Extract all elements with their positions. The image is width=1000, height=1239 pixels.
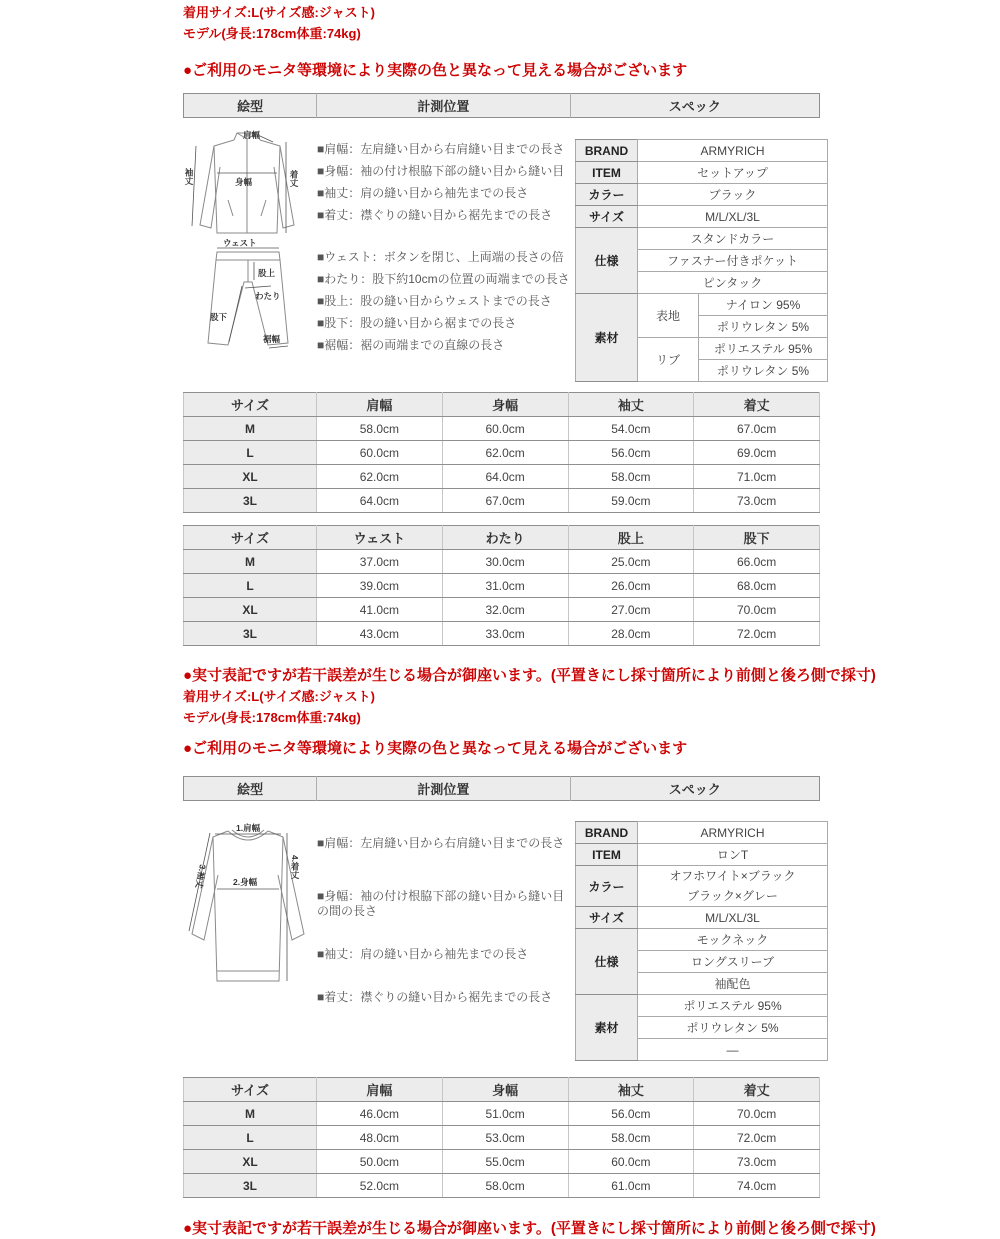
model-note-1: モデル(身長:178cm体重:74kg) xyxy=(183,26,361,41)
spec-value-brand: ARMYRICH xyxy=(638,822,828,844)
tee-sleeve-label: 3.袖丈 xyxy=(193,863,208,890)
wear-size-note-2: 着用サイズ:L(サイズ感:ジャスト) xyxy=(183,689,375,704)
section1-header-table xyxy=(183,93,820,118)
section2-measurement-list xyxy=(317,814,575,1064)
size-row-m: M 37.0cm 30.0cm 25.0cm 66.0cm xyxy=(184,550,820,574)
size-col-header: 身幅 xyxy=(442,1078,568,1102)
material-value: — xyxy=(638,1039,828,1061)
measurement-item: ■肩幅：左肩縫い目から右肩縫い目までの長さ xyxy=(317,142,565,156)
tee-line-drawing xyxy=(183,819,313,1004)
spec-feature: スタンドカラー xyxy=(638,228,828,250)
spec-feature: モックネック xyxy=(638,929,828,951)
spec-label-features: 仕様 xyxy=(576,228,638,294)
spec-value-size: M/L/XL/3L xyxy=(638,206,828,228)
section2-content-row xyxy=(183,814,820,1064)
spec-label-material: 素材 xyxy=(576,294,638,382)
header-cell-drawing: 絵型 xyxy=(184,777,317,801)
spec-label-size: サイズ xyxy=(576,206,638,228)
spec-label-brand: BRAND xyxy=(576,822,638,844)
size-col-header: 肩幅 xyxy=(317,1078,443,1102)
spec-label-item: ITEM xyxy=(576,162,638,184)
size-row-3l: 3L 43.0cm 33.0cm 28.0cm 72.0cm xyxy=(184,622,820,646)
size-row-l: L 60.0cm 62.0cm 56.0cm 69.0cm xyxy=(184,441,820,465)
tee-body-label: 2.身幅 xyxy=(233,877,258,887)
header-cell-spec: スペック xyxy=(570,777,819,801)
size-col-header: サイズ xyxy=(184,526,317,550)
size-col-header: 肩幅 xyxy=(317,393,443,417)
header-cell-spec: スペック xyxy=(570,94,819,118)
jacket-shoulder-label: 肩幅 xyxy=(243,130,261,140)
size-row-xl: XL 41.0cm 32.0cm 27.0cm 70.0cm xyxy=(184,598,820,622)
spec-label-size: サイズ xyxy=(576,907,638,929)
jacket-pants-line-drawing xyxy=(183,130,313,380)
wear-size-note-1: 着用サイズ:L(サイズ感:ジャスト) xyxy=(183,5,375,20)
measurement-accuracy-note-1: ●実寸表記ですが若干誤差が生じる場合が御座います。(平置きにし採寸箇所により前側と後ろ側で採寸) xyxy=(183,667,876,684)
section1-spec-col xyxy=(575,130,828,380)
spec-value-color xyxy=(638,866,828,907)
size-row-xl: XL 62.0cm 64.0cm 58.0cm 71.0cm xyxy=(184,465,820,489)
spec-feature: ファスナー付きポケット xyxy=(638,250,828,272)
material-value: ナイロン 95% xyxy=(699,294,828,316)
size-col-header: 股下 xyxy=(694,526,820,550)
color-option: オフホワイト×ブラック xyxy=(669,869,796,883)
spec-value-color: ブラック xyxy=(638,184,828,206)
content-column xyxy=(183,0,876,1239)
measurement-item: ■身幅：袖の付け根脇下部の縫い目から縫い目の間の長さ xyxy=(317,889,565,918)
spec-value-brand: ARMYRICH xyxy=(638,140,828,162)
pants-hem-label: 裾幅 xyxy=(263,334,281,344)
setup-diagram xyxy=(183,130,313,380)
material-value: ポリウレタン 5% xyxy=(699,316,828,338)
spec-label-color: カラー xyxy=(576,866,638,907)
material-value: ポリエステル 95% xyxy=(638,995,828,1017)
size-col-header: 股上 xyxy=(568,526,694,550)
size-row-l: L 39.0cm 31.0cm 26.0cm 68.0cm xyxy=(184,574,820,598)
size-table-setup-pants xyxy=(183,525,820,646)
size-col-header: 着丈 xyxy=(694,1078,820,1102)
material-value: ポリウレタン 5% xyxy=(638,1017,828,1039)
measurement-item: ■股下：股の縫い目から裾までの長さ xyxy=(317,316,517,330)
measurement-item: ■着丈：襟ぐりの縫い目から裾先までの長さ xyxy=(317,208,553,222)
size-row-l: L 48.0cm 53.0cm 58.0cm 72.0cm xyxy=(184,1126,820,1150)
spec-table-tee xyxy=(575,821,828,1061)
color-option: ブラック×グレー xyxy=(687,889,778,903)
size-table-tee xyxy=(183,1077,820,1198)
measurement-item: ■股上：股の縫い目からウェストまでの長さ xyxy=(317,294,552,308)
tee-shoulder-label: 1.肩幅 xyxy=(236,823,261,833)
spec-feature: 袖配色 xyxy=(638,973,828,995)
size-col-header: サイズ xyxy=(184,393,317,417)
size-row-xl: XL 50.0cm 55.0cm 60.0cm 73.0cm xyxy=(184,1150,820,1174)
spec-value-item: セットアップ xyxy=(638,162,828,184)
measurement-item: ■袖丈：肩の縫い目から袖先までの長さ xyxy=(317,947,529,961)
spec-table-setup xyxy=(575,139,828,382)
size-col-header: ウェスト xyxy=(317,526,443,550)
section1-content-row xyxy=(183,130,820,380)
jacket-sleeve-label: 袖丈 xyxy=(184,168,194,185)
material-part: リブ xyxy=(638,338,699,382)
size-col-header: 袖丈 xyxy=(568,393,694,417)
size-col-header: サイズ xyxy=(184,1078,317,1102)
monitor-note-1: ●ご利用のモニタ等環境により実際の色と異なって見える場合がございます xyxy=(183,62,688,79)
material-value: ポリウレタン 5% xyxy=(699,360,828,382)
material-value: ポリエステル 95% xyxy=(699,338,828,360)
size-col-header: わたり xyxy=(442,526,568,550)
measurement-item: ■身幅：袖の付け根脇下部の縫い目から縫い目 xyxy=(317,164,565,178)
jacket-length-label: 着丈 xyxy=(289,170,299,187)
section2-spec-col xyxy=(575,814,828,1064)
spec-feature: ピンタック xyxy=(638,272,828,294)
section1-measurement-list xyxy=(317,130,575,380)
pants-rise-label: 股上 xyxy=(258,268,276,278)
size-row-3l: 3L 64.0cm 67.0cm 59.0cm 73.0cm xyxy=(184,489,820,513)
jacket-body-label: 身幅 xyxy=(235,177,253,187)
size-col-header: 着丈 xyxy=(694,393,820,417)
header-cell-drawing: 絵型 xyxy=(184,94,317,118)
measurement-item: ■わたり：股下約10cmの位置の両端までの長さ xyxy=(317,272,570,286)
pants-waist-label: ウェスト xyxy=(223,238,257,248)
spec-value-size: M/L/XL/3L xyxy=(638,907,828,929)
header-cell-measure-position: 計測位置 xyxy=(317,94,570,118)
spec-feature: ロングスリーブ xyxy=(638,951,828,973)
measurement-item: ■袖丈：肩の縫い目から袖先までの長さ xyxy=(317,186,529,200)
size-row-3l: 3L 52.0cm 58.0cm 61.0cm 74.0cm xyxy=(184,1174,820,1198)
measurement-item: ■ウェスト：ボタンを閉じ、上両端の長さの倍 xyxy=(317,250,564,264)
spec-label-item: ITEM xyxy=(576,844,638,866)
section2-header-table xyxy=(183,776,820,801)
size-row-m: M 58.0cm 60.0cm 54.0cm 67.0cm xyxy=(184,417,820,441)
header-cell-measure-position: 計測位置 xyxy=(317,777,570,801)
material-part: 表地 xyxy=(638,294,699,338)
spec-label-brand: BRAND xyxy=(576,140,638,162)
monitor-note-2: ●ご利用のモニタ等環境により実際の色と異なって見える場合がございます xyxy=(183,740,688,757)
size-table-setup-top xyxy=(183,392,820,513)
measurement-item: ■裾幅：裾の両端までの直線の長さ xyxy=(317,338,505,352)
spec-label-color: カラー xyxy=(576,184,638,206)
measurement-item: ■肩幅：左肩縫い目から右肩縫い目までの長さ xyxy=(317,836,565,850)
measurement-item: ■着丈：襟ぐりの縫い目から裾先までの長さ xyxy=(317,990,553,1004)
pants-inseam-label: 股下 xyxy=(210,312,228,322)
size-row-m: M 46.0cm 51.0cm 56.0cm 70.0cm xyxy=(184,1102,820,1126)
spec-value-item: ロンT xyxy=(638,844,828,866)
pants-thigh-label: わたり xyxy=(255,291,281,301)
tee-diagram xyxy=(183,814,313,1064)
measurement-accuracy-note-2: ●実寸表記ですが若干誤差が生じる場合が御座います。(平置きにし採寸箇所により前側と後ろ側で採寸) xyxy=(183,1220,876,1237)
spec-label-material: 素材 xyxy=(576,995,638,1061)
spec-label-features: 仕様 xyxy=(576,929,638,995)
size-col-header: 身幅 xyxy=(442,393,568,417)
tee-length-label: 4.着丈 xyxy=(290,855,300,880)
size-col-header: 袖丈 xyxy=(568,1078,694,1102)
model-note-2: モデル(身長:178cm体重:74kg) xyxy=(183,710,361,725)
